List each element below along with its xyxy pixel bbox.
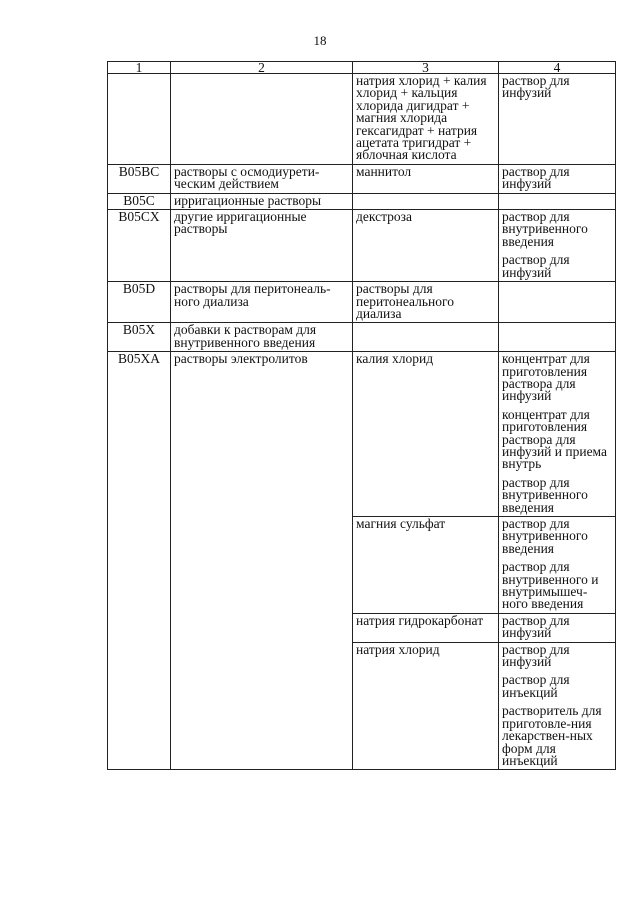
group-name-cell: растворы для перитонеаль-ного диализа <box>171 282 353 323</box>
dosage-forms-cell <box>499 164 616 193</box>
group-name-cell <box>171 74 353 165</box>
table-row <box>108 210 616 282</box>
atc-code-cell: B05BC <box>108 164 171 193</box>
atc-code-cell: B05X <box>108 323 171 352</box>
column-header: 4 <box>499 62 616 74</box>
dosage-form: раствор для инфузий <box>502 163 570 192</box>
dosage-forms-cell <box>499 352 616 517</box>
dosage-form: концентрат для приготовления раствора для инфузий и приема внутрь <box>502 406 608 472</box>
column-header: 2 <box>171 62 353 74</box>
table-row <box>108 193 616 209</box>
dosage-forms-cell <box>499 517 616 614</box>
column-header: 1 <box>108 62 171 74</box>
dosage-form: концентрат для приготовления раствора для инфузий <box>502 351 590 404</box>
atc-code-cell: B05C <box>108 193 171 209</box>
drug-name-cell <box>353 193 499 209</box>
dosage-forms-cell <box>499 282 616 323</box>
drug-name-cell: маннитол <box>353 164 499 193</box>
dosage-forms-cell <box>499 642 616 770</box>
table-row <box>108 282 616 323</box>
atc-code-cell: B05XA <box>108 352 171 770</box>
drug-name-cell: декстроза <box>353 210 499 282</box>
dosage-form: раствор для внутривенного и внутримышеч-ного введения <box>502 559 599 612</box>
table-row <box>108 74 616 165</box>
dosage-form: раствор для инфузий <box>502 252 570 280</box>
dosage-form: раствор для инъекций <box>502 672 570 700</box>
drug-name-cell: натрия гидрокарбонат <box>353 613 499 642</box>
group-name-cell: добавки к растворам для внутривенного введения <box>171 323 353 352</box>
drug-name-cell: растворы для перитонеального диализа <box>353 282 499 323</box>
group-name-cell: ирригационные растворы <box>171 193 353 209</box>
drug-table-body <box>108 62 616 770</box>
dosage-forms-cell <box>499 210 616 282</box>
header-row <box>108 62 616 74</box>
dosage-forms-cell <box>499 323 616 352</box>
group-name-cell: растворы электролитов <box>171 352 353 770</box>
table-row <box>108 164 616 193</box>
atc-code-cell <box>108 74 171 165</box>
dosage-form: раствор для внутривенного введения <box>502 474 588 515</box>
drug-name-cell: натрия хлорид + калия хлорид + кальция хлорида дигидрат + магния хлорида гексагидрат + натрия ацетата тригидрат + яблочная кислота <box>353 74 499 165</box>
page-number: 18 <box>313 33 327 48</box>
dosage-forms-cell <box>499 74 616 165</box>
dosage-form: раствор для внутривенного введения <box>502 516 588 556</box>
atc-code-cell: B05D <box>108 282 171 323</box>
atc-code-cell: B05CX <box>108 210 171 282</box>
dosage-form: раствор для инфузий <box>502 641 570 670</box>
dosage-forms-cell <box>499 613 616 642</box>
column-header: 3 <box>353 62 499 74</box>
dosage-forms-cell <box>499 193 616 209</box>
drug-name-cell <box>353 323 499 352</box>
group-name-cell: другие ирригационные растворы <box>171 210 353 282</box>
group-name-cell: растворы с осмодиурети-ческим действием <box>171 164 353 193</box>
dosage-form: раствор для инфузий <box>502 612 570 641</box>
dosage-form: раствор для инфузий <box>502 73 570 101</box>
drug-name-cell: калия хлорид <box>353 352 499 517</box>
table-row <box>108 323 616 352</box>
drug-table <box>107 61 616 770</box>
dosage-form: раствор для внутривенного введения <box>502 209 588 249</box>
dosage-form: растворитель для приготовле-ния лекарствен-ных форм для инъекций <box>502 703 602 768</box>
drug-name-cell: натрия хлорид <box>353 642 499 770</box>
drug-name-cell: магния сульфат <box>353 517 499 614</box>
table-row <box>108 352 616 517</box>
